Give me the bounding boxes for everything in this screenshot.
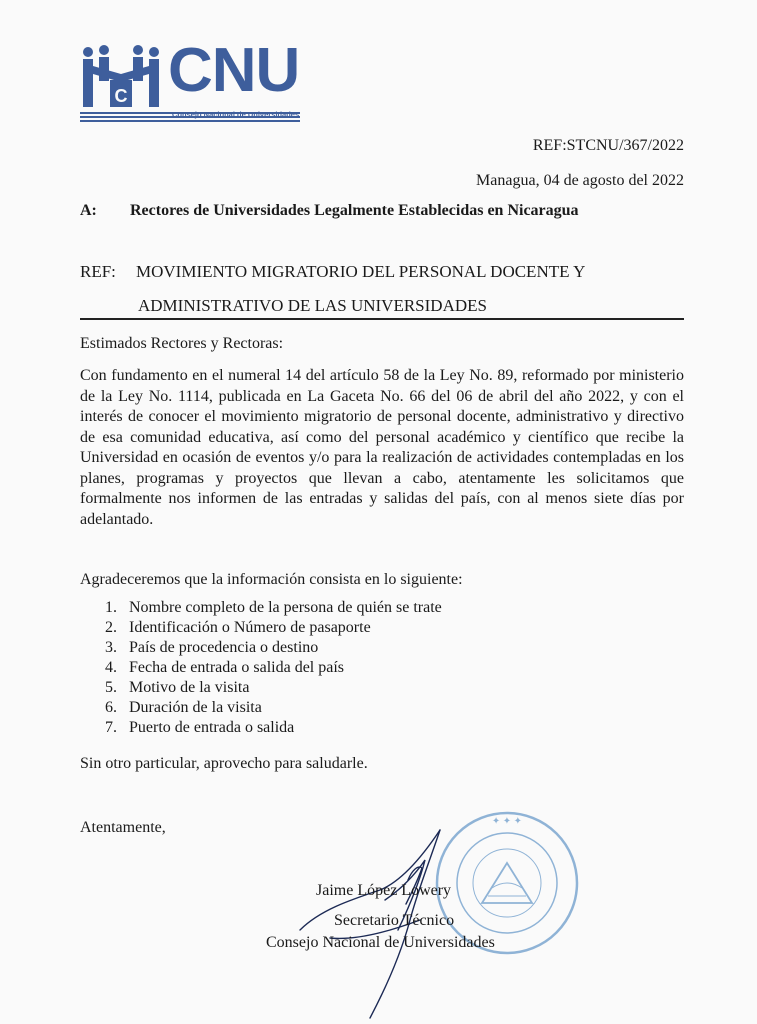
place-date: Managua, 04 de agosto del 2022 [476, 172, 684, 189]
list-item: 5. Motivo de la visita [105, 679, 250, 696]
list-item: 7. Puerto de entrada o salida [105, 719, 295, 736]
list-item: 6. Duración de la visita [105, 699, 262, 716]
signer-name: Jaime López Lowery [316, 882, 452, 899]
list-item: 4. Fecha de entrada o salida del país [105, 659, 345, 676]
regards: Atentamente, [80, 819, 166, 836]
signer-organization: Consejo Nacional de Universidades [266, 934, 495, 951]
list-item: 2. Identificación o Número de pasaporte [105, 619, 371, 636]
cnu-emblem-icon [80, 44, 162, 110]
greeting: Estimados Rectores y Rectoras: [80, 335, 284, 352]
list-item: 1. Nombre completo de la persona de quién se trate [105, 599, 442, 616]
signer-role: Secretario Técnico [334, 912, 455, 929]
list-intro: Agradeceremos que la información consista en lo siguiente: [80, 571, 463, 588]
reference-code: REF:STCNU/367/2022 [532, 137, 684, 154]
subject-block [80, 262, 684, 316]
closing-line: Sin otro particular, aprovecho para saludarle. [80, 755, 368, 772]
subject-label: REF: [80, 262, 116, 281]
subject-line-2: ADMINISTRATIVO DE LAS UNIVERSIDADES [138, 296, 487, 315]
cnu-logo [80, 36, 310, 128]
logo-caption: Consejo Nacional de Universidades [172, 110, 300, 119]
subject-line-1: MOVIMIENTO MIGRATORIO DEL PERSONAL DOCENTE Y [136, 262, 586, 281]
subject-divider [80, 318, 684, 320]
addressee-label: A: [80, 202, 97, 219]
requirements-list [105, 598, 442, 738]
addressee-value: Rectores de Universidades Legalmente Establecidas en Nicaragua [130, 202, 579, 219]
list-item: 3. País de procedencia o destino [105, 639, 319, 656]
body-paragraph: Con fundamento en el numeral 14 del artículo 58 de la Ley No. 89, reformado por ministerio de la Ley No. 1114, publicada en La Gaceta No. 66 del 06 de abril del año 2022, y con el interés de conocer el movimiento migratorio de personal docente, administrativo y directivo de esa comunidad educativa, así como del personal académico y científico que recibe la Universidad en ocasión de eventos y/o para la realización de actividades contempladas en los planes, programas y proyectos que llevan a cabo, atentamente les solicitamos que formalmente nos informen de las entradas y salidas del país, con al menos siete días por adelantado. [80, 367, 684, 528]
logo-wordmark: CNU [168, 36, 300, 105]
addressee-line [80, 202, 579, 220]
svg-text:✦ ✦ ✦: ✦ ✦ ✦ [491, 816, 523, 827]
svg-text:C: C [114, 86, 128, 106]
